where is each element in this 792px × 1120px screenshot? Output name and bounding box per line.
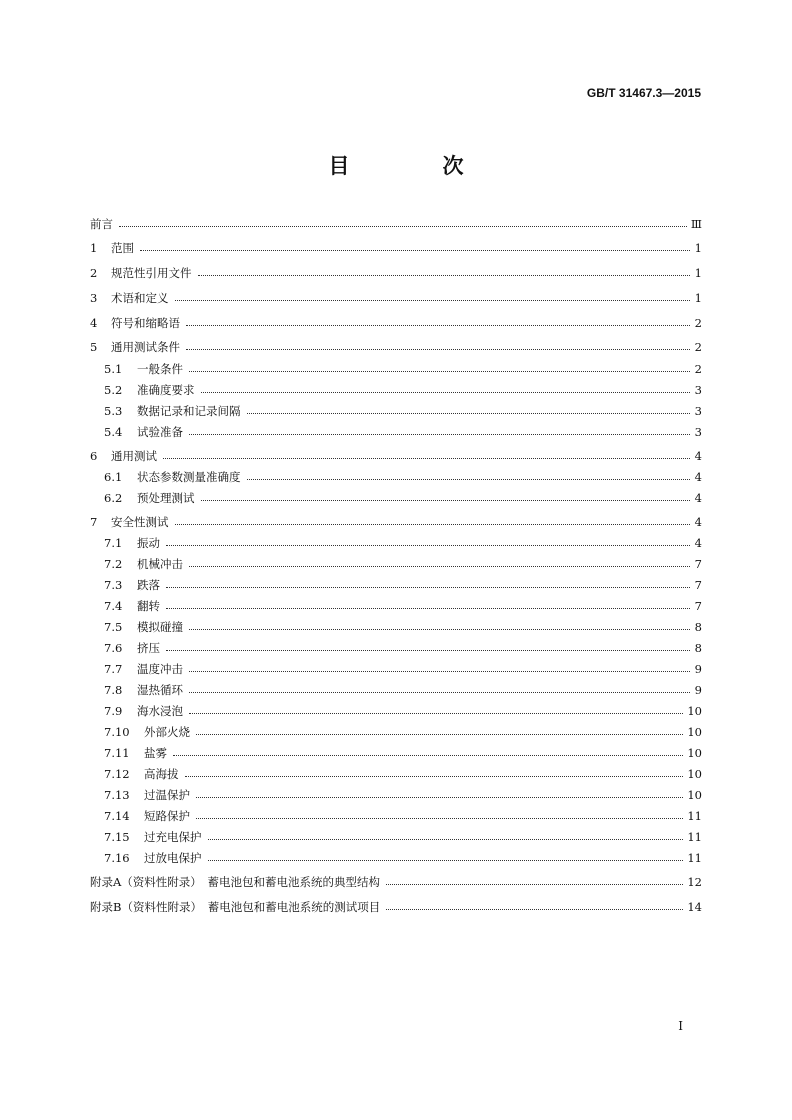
dot-leader	[201, 499, 691, 501]
toc-entry[interactable]	[90, 785, 702, 805]
toc-entry-number: 7.4	[104, 599, 123, 613]
dot-leader	[189, 712, 683, 714]
toc-entry-page: 4	[694, 491, 702, 505]
dot-leader	[186, 348, 690, 350]
toc-entry-title: 状态参数测量准确度	[137, 470, 241, 484]
dot-leader	[175, 523, 691, 525]
toc-entry-page: 7	[694, 557, 702, 571]
toc-entry-number: 5.4	[104, 425, 123, 439]
toc-entry-page: 1	[694, 291, 702, 305]
toc-entry-number: 7.2	[104, 557, 123, 571]
dot-leader	[196, 733, 683, 735]
dot-leader	[189, 565, 690, 567]
toc-entry[interactable]	[90, 401, 702, 421]
toc-entry-number: 7.16	[104, 851, 130, 865]
dot-leader	[166, 649, 690, 651]
toc-entry-title: 符号和缩略语	[111, 316, 180, 330]
toc-entry[interactable]	[90, 422, 702, 442]
dot-leader	[119, 225, 687, 227]
toc-entry-page: 4	[694, 449, 702, 463]
toc-entry-number: 7.6	[104, 641, 123, 655]
toc-entry[interactable]	[90, 554, 702, 574]
toc-entry-number: 5	[90, 340, 98, 354]
toc-entry-number: 6	[90, 449, 98, 463]
toc-entry[interactable]	[90, 872, 702, 892]
toc-entry-title: 翻转	[137, 599, 160, 613]
toc-entry-page: 10	[687, 788, 702, 802]
toc-entry-number: 5.2	[104, 383, 123, 397]
toc-entry-title: 过温保护	[144, 788, 190, 802]
toc-entry[interactable]	[90, 263, 702, 283]
dot-leader	[208, 838, 684, 840]
dot-leader	[189, 370, 690, 372]
toc-entry-number: 7.5	[104, 620, 123, 634]
toc-entry-page: 11	[687, 830, 702, 844]
toc-entry-number: 3	[90, 291, 98, 305]
dot-leader	[247, 478, 691, 480]
toc-entry[interactable]	[90, 288, 702, 308]
dot-leader	[189, 433, 690, 435]
toc-entry[interactable]	[90, 512, 702, 532]
toc-entry-page: 8	[694, 620, 702, 634]
toc-entry-title: 准确度要求	[137, 383, 195, 397]
toc-entry-page: 12	[687, 875, 702, 889]
toc-entry-title: 数据记录和记录间隔	[137, 404, 241, 418]
toc-entry[interactable]	[90, 380, 702, 400]
toc-entry-number: 7.14	[104, 809, 130, 823]
page-title: 目 次	[328, 153, 500, 178]
dot-leader	[386, 883, 683, 885]
toc-entry-title: 高海拔	[144, 767, 179, 781]
toc-entry[interactable]	[90, 897, 702, 917]
toc-entry[interactable]	[90, 638, 702, 658]
toc-entry-title: 挤压	[137, 641, 160, 655]
dot-leader	[173, 754, 683, 756]
dot-leader	[208, 859, 684, 861]
toc-entry-title: 一般条件	[137, 362, 183, 376]
toc-entry-title: 范围	[111, 241, 134, 255]
toc-entry[interactable]	[90, 806, 702, 826]
toc-entry-title: 模拟碰撞	[137, 620, 183, 634]
toc-entry-number: 1	[90, 241, 98, 255]
toc-entry[interactable]	[90, 617, 702, 637]
toc-entry-page: 10	[687, 704, 702, 718]
toc-entry-page: 8	[694, 641, 702, 655]
toc-entry[interactable]	[90, 467, 702, 487]
toc-entry-number: 7.15	[104, 830, 130, 844]
toc-entry[interactable]	[90, 313, 702, 333]
toc-entry[interactable]	[90, 446, 702, 466]
toc-entry-title: 湿热循环	[137, 683, 183, 697]
toc-entry-page: 9	[694, 683, 702, 697]
toc-entry-page: 2	[694, 316, 702, 330]
toc-entry[interactable]	[90, 337, 702, 357]
toc-entry[interactable]	[90, 214, 702, 234]
toc-entry-title: 预处理测试	[137, 491, 195, 505]
toc-entry-title: 温度冲击	[137, 662, 183, 676]
toc-entry[interactable]	[90, 722, 702, 742]
toc-entry[interactable]	[90, 680, 702, 700]
toc-entry-number: 6.2	[104, 491, 123, 505]
toc-entry-title: 机械冲击	[137, 557, 183, 571]
dot-leader	[247, 412, 691, 414]
toc-entry[interactable]	[90, 488, 702, 508]
toc-entry-page: 1	[694, 241, 702, 255]
toc-entry-page: 7	[694, 578, 702, 592]
dot-leader	[186, 324, 690, 326]
toc-entry-number: 5.3	[104, 404, 123, 418]
dot-leader	[189, 670, 690, 672]
toc-entry-page: 3	[694, 425, 702, 439]
dot-leader	[198, 274, 691, 276]
toc-entry-title: 盐雾	[144, 746, 167, 760]
toc-entry-number: 7.8	[104, 683, 123, 697]
toc-entry-title: 过充电保护	[144, 830, 202, 844]
toc-entry-number: 7	[90, 515, 98, 529]
toc-entry[interactable]	[90, 701, 702, 721]
toc-entry-title: 跌落	[137, 578, 160, 592]
toc-entry[interactable]	[90, 575, 702, 595]
toc-entry-page: 9	[694, 662, 702, 676]
toc-entry-title: 海水浸泡	[137, 704, 183, 718]
toc-entry-page: 3	[694, 404, 702, 418]
toc-entry[interactable]	[90, 659, 702, 679]
toc-entry[interactable]	[90, 743, 702, 763]
toc-entry-number: 7.1	[104, 536, 123, 550]
dot-leader	[386, 908, 683, 910]
toc-entry[interactable]	[90, 359, 702, 379]
toc-entry-title: 附录A（资料性附录） 蓄电池包和蓄电池系统的典型结构	[90, 875, 381, 889]
toc-entry-page: 2	[694, 362, 702, 376]
toc-entry-title: 短路保护	[144, 809, 190, 823]
toc-entry-title: 附录B（资料性附录） 蓄电池包和蓄电池系统的测试项目	[90, 900, 381, 914]
toc-entry-number: 7.7	[104, 662, 123, 676]
toc-entry-title: 安全性测试	[111, 515, 169, 529]
toc-entry-number: 7.9	[104, 704, 123, 718]
toc-entry-page: 3	[694, 383, 702, 397]
toc-entry-title: 前言	[90, 217, 113, 231]
dot-leader	[166, 586, 690, 588]
dot-leader	[196, 817, 683, 819]
standard-code: GB/T 31467.3—2015	[586, 86, 701, 100]
page-number: I	[678, 1019, 683, 1033]
toc-entry-number: 4	[90, 316, 98, 330]
toc-entry-title: 过放电保护	[144, 851, 202, 865]
toc-entry-page: 4	[694, 470, 702, 484]
toc-entry[interactable]	[90, 596, 702, 616]
toc-entry[interactable]	[90, 848, 702, 868]
toc-entry-page: 10	[687, 767, 702, 781]
toc-entry-page: Ⅲ	[690, 217, 702, 231]
toc-entry-title: 通用测试	[111, 449, 157, 463]
dot-leader	[196, 796, 683, 798]
toc-entry-page: 1	[694, 266, 702, 280]
toc-entry-title: 试验准备	[137, 425, 183, 439]
dot-leader	[163, 457, 690, 459]
toc-entry-title: 外部火烧	[144, 725, 190, 739]
toc-entry-page: 11	[687, 809, 702, 823]
toc-entry-number: 7.12	[104, 767, 130, 781]
toc-entry-title: 术语和定义	[111, 291, 169, 305]
toc-entry-number: 5.1	[104, 362, 123, 376]
toc-entry-page: 4	[694, 536, 702, 550]
toc-entry-number: 7.13	[104, 788, 130, 802]
toc-entry-page: 10	[687, 725, 702, 739]
dot-leader	[166, 607, 690, 609]
toc-entry-title: 振动	[137, 536, 160, 550]
toc-entry-number: 7.3	[104, 578, 123, 592]
toc-entry-page: 14	[687, 900, 702, 914]
toc-entry-title: 规范性引用文件	[111, 266, 192, 280]
toc-entry[interactable]	[90, 533, 702, 553]
toc-entry-page: 4	[694, 515, 702, 529]
dot-leader	[201, 391, 691, 393]
toc-entry-title: 通用测试条件	[111, 340, 180, 354]
dot-leader	[185, 775, 684, 777]
toc-entry-number: 7.10	[104, 725, 130, 739]
toc-entry[interactable]	[90, 764, 702, 784]
toc-entry-page: 11	[687, 851, 702, 865]
toc-entry[interactable]	[90, 827, 702, 847]
toc-entry-page: 7	[694, 599, 702, 613]
toc-entry[interactable]	[90, 238, 702, 258]
toc-entry-number: 2	[90, 266, 98, 280]
dot-leader	[166, 544, 690, 546]
toc-entry-number: 7.11	[104, 746, 130, 760]
dot-leader	[189, 628, 690, 630]
dot-leader	[175, 299, 691, 301]
dot-leader	[140, 249, 690, 251]
toc-entry-page: 10	[687, 746, 702, 760]
toc-entry-number: 6.1	[104, 470, 123, 484]
toc-entry-page: 2	[694, 340, 702, 354]
dot-leader	[189, 691, 690, 693]
